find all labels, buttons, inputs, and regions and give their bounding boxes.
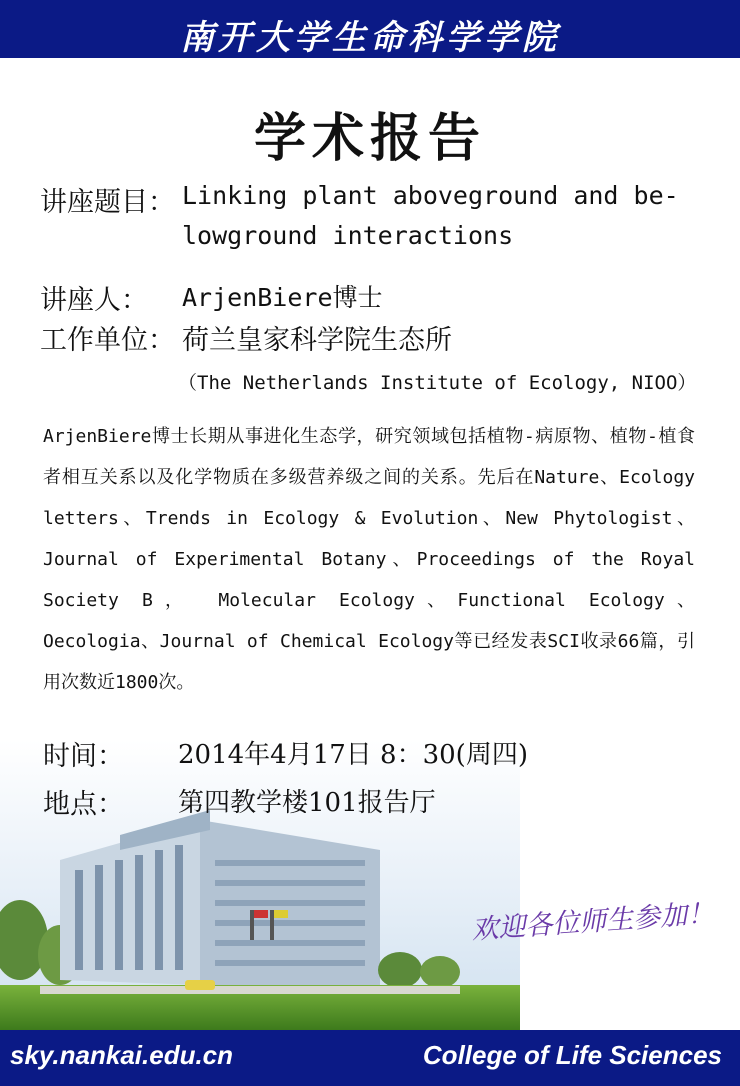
welcome-text: 欢迎各位师生参加！ (470, 898, 716, 946)
topic-label: 讲座题目： (40, 187, 175, 218)
website-link[interactable]: sky.nankai.edu.cn (10, 1040, 234, 1070)
org-english: （The Netherlands Institute of Ecology, NIOO） (178, 372, 697, 394)
org-label: 工作单位： (40, 325, 175, 356)
time-value: 2014年4月17日 8：30(周四) (178, 740, 528, 770)
time-label: 时间： (43, 741, 124, 772)
bottom-banner (0, 1030, 740, 1086)
poster-title: 学术报告 (253, 109, 486, 169)
place-label: 地点： (43, 789, 124, 820)
top-banner (0, 0, 740, 58)
topic-text: Linking plant aboveground and be-lowground interactions (182, 181, 679, 250)
place-value: 第四教学楼101报告厅 (178, 788, 436, 818)
speaker-label: 讲座人： (40, 285, 148, 316)
speaker-name: ArjenBiere博士 (182, 283, 383, 312)
org-name: 荷兰皇家科学院生态所 (182, 325, 452, 356)
banner-title: 南开大学生命科学学院 (180, 18, 560, 58)
speaker-bio: ArjenBiere博士长期从事进化生态学，研究领域包括植物-病原物、植物-植食者相互关系以及化学物质在多级营养级之间的关系。先后在Nature、Ecology letters、Trends in Ecology & Evolution、New Phytologist、Journal of Experimental Botany、Proceedings of the Royal Society B， Molecular Ecology、Functional Ecology、Oecologia、Journal of Chemical Ecology等已经发表SCI收录66篇，引用次数近1800次。 (43, 426, 695, 693)
college-name: College of Life Sciences (422, 1040, 722, 1070)
